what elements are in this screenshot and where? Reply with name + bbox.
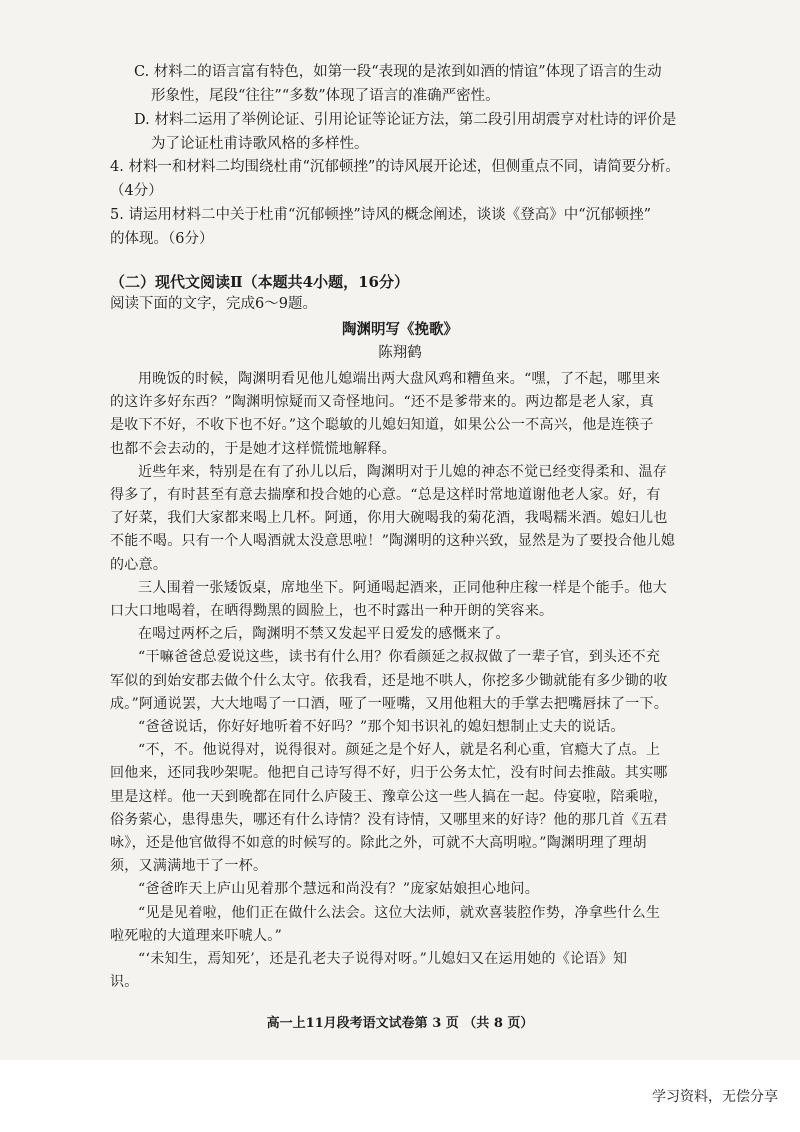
article-line: 用晚饭的时候，陶渊明看见他儿媳端出两大盘风鸡和糟鱼来。“嘿，了不起，哪里来 [138,371,661,387]
article-line: 咏》，还是他官做得不如意的时候写的。除此之外，可就不大高明啦。”陶渊明理了理胡 [110,835,647,851]
article-line: 口大口地喝着，在晒得黝黑的圆脸上，也不时露出一种开朗的笑容来。 [110,603,554,619]
article-line: “不，不。他说得对，说得很对。颜延之是个好人，就是名利心重，官瘾大了点。上 [138,742,661,758]
article-author: 陈翔鹤 [378,345,422,361]
article-line: 啦死啦的大道理来吓唬人。” [110,928,283,944]
article-line: 成。”阿通说罢，大大地喝了一口酒，哑了一哑嘴，又用他粗大的手掌去把嘴唇抹了一下。 [110,696,669,712]
option-c-line-1: C. 材料二的语言富有特色，如第一段“表现的是浓到如酒的情谊”体现了语言的生动 [134,64,662,80]
article-line: 的这许多好东西？”陶渊明惊疑而又奇怪地问。“还不是爹带来的。两边都是老人家，真 [110,394,655,410]
article-line: 三人围着一张矮饭桌，席地坐下。阿通喝起酒来，正同他种庄稼一样是个能手。他大 [138,580,668,596]
article-line: 在喝过两杯之后，陶渊明不禁又发起平日爱发的感慨来了。 [138,626,510,642]
article-title: 陶渊明写《挽歌》 [342,321,458,338]
article-line: 俗务萦心，患得患失，哪还有什么诗情？没有诗情，又哪里来的好诗？他的那几首《五君 [110,812,668,828]
option-c-line-2: 形象性，尾段“往往”“多数”体现了语言的准确严密性。 [151,88,500,104]
article-line: 军似的到始安郡去做个什么太守。依我看，还是地不哄人，你挖多少锄就能有多少锄的收 [110,673,668,689]
article-line: 里是这样。他一天到晚都在同什么庐陵王、豫章公这一些人搞在一起。侍宴啦，陪乘啦， [110,789,668,805]
article-line: 是收下不好，不收下也不好。”这个聪敏的儿媳妇知道，如果公公一不高兴，他是连筷子 [110,417,654,433]
article-line: “爸爸说话，你好好地听着不好吗？”那个知书识礼的媳妇想制止丈夫的说话。 [138,719,625,735]
article-line: 得多了，有时甚至有意去揣摩和投合她的心意。“总是这样时常地道谢他老人家。好，有 [110,487,661,503]
article-line: “干嘛爸爸总爱说这些，读书有什么用？你看颜延之叔叔做了一辈子官，到头还不充 [138,649,661,665]
article-line: 回他来，还同我吵架呢。他把自己诗写得不好，归于公务太忙，没有时间去推敲。其实哪 [110,765,668,781]
page-footer: 高一上11月段考语文试卷第 3 页 （共 8 页） [266,1016,534,1031]
watermark-text: 学习资料，无偿分享 [652,1089,778,1105]
article-line: 近些年来，特别是在有了孙儿以后，陶渊明对于儿媳的神态不觉已经变得柔和、温存 [138,464,668,480]
section-instruction: 阅读下面的文字，完成6～9题。 [110,296,317,312]
article-line: 识。 [110,974,139,990]
article-line: 的心意。 [110,557,168,573]
article-line: “爸爸昨天上庐山见着那个慧远和尚没有？”庞家姑娘担心地问。 [138,881,540,897]
option-d-line-2: 为了论证杜甫诗歌风格的多样性。 [151,136,369,152]
question-5-line-2: 的体现。（6分） [110,231,214,247]
article-line: 也都不会去动的，于是她才这样慌慌地解释。 [110,441,396,457]
article-line: 不能不喝。只有一个人喝酒就太没意思啦！”陶渊明的这种兴致，显然是为了要投合他儿媳 [110,533,676,549]
article-line: “‘未知生，焉知死’，还是孔老夫子说得对呀。”儿媳妇又在运用她的《论语》知 [138,951,628,967]
question-4-line-2: （4分） [110,183,163,199]
option-d-line-1: D. 材料二运用了举例论证、引用论证等论证方法，第二段引用胡震亨对杜诗的评价是 [134,112,677,128]
article-line: 须，又满满地干了一杯。 [110,858,268,874]
article-line: 了好菜，我们大家都来喝上几杯。阿通，你用大碗喝我的菊花酒，我喝糯米酒。媳妇儿也 [110,510,668,526]
section-heading: （二）现代文阅读Ⅱ（本题共4小题，16分） [110,273,409,291]
article-line: “见是见着啦，他们正在做什么法会。这位大法师，就欢喜装腔作势，净拿些什么生 [138,905,661,921]
question-5-line-1: 5. 请运用材料二中关于杜甫“沉郁顿挫”诗风的概念阐述，谈谈《登高》中“沉郁顿挫” [110,207,652,223]
question-4-line-1: 4. 材料一和材料二均围绕杜甫“沉郁顿挫”的诗风展开论述，但侧重点不同，请简要分析。 [110,159,680,175]
